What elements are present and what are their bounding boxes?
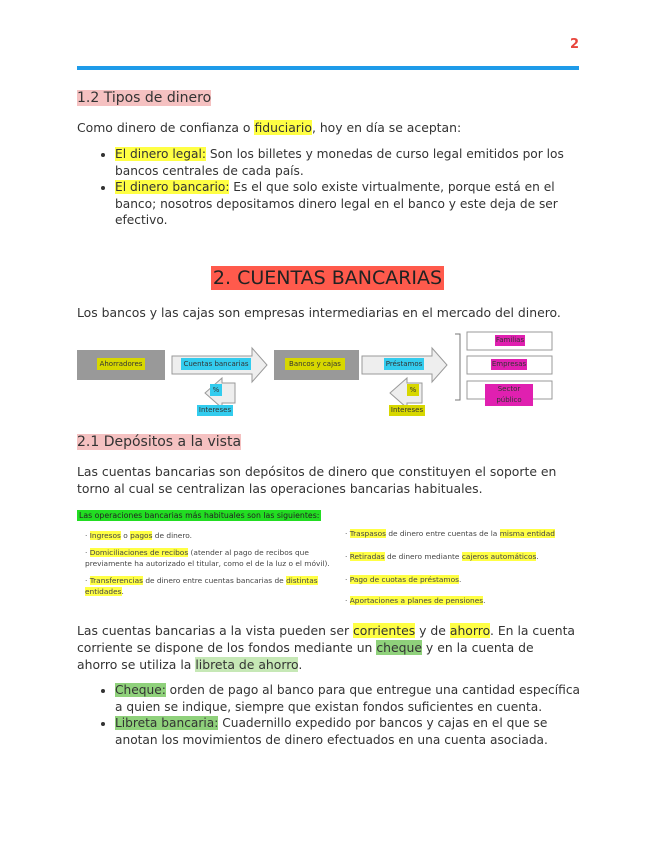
heading-2: [0, 267, 655, 289]
sector-label: Sector público: [485, 384, 533, 406]
prestamos-label: Préstamos: [385, 360, 423, 368]
op-item: · Transferencias de dinero entre cuentas bancarias de distintas entidades.: [85, 576, 318, 596]
pct-right: %: [407, 384, 419, 396]
op-item: · Domiciliaciones de recibos (atender al pago de recibos que previamente ha autorizado el titular, como el de la luz o el móvil).: [85, 548, 330, 568]
desc: Es el que solo existe virtualmente, porque está en el banco; nosotros depositamos dinero legal en el banco y este deja de ser efectivo.: [115, 180, 558, 227]
fiduciario-highlight: fiduciario: [254, 120, 312, 135]
op-item: · Aportaciones a planes de pensiones.: [345, 596, 486, 605]
op-term: Pago de cuotas de préstamos: [349, 575, 459, 584]
op-term: distintas entidades: [85, 576, 318, 596]
term: El dinero bancario:: [115, 180, 230, 194]
depositos-intro: Las cuentas bancarias son depósitos de dinero que constituyen el soporte en torno al cual se centralizan las operaciones bancarias habituales.: [77, 464, 557, 496]
op-term: Domiciliaciones de recibos: [89, 548, 189, 557]
op-term: Traspasos: [349, 529, 386, 538]
op-item: · Ingresos o pagos de dinero.: [85, 531, 192, 540]
ahorradores-label: Ahorradores: [97, 358, 145, 370]
op-text: .: [483, 596, 486, 605]
term: Cheque:: [115, 683, 166, 697]
op-item: · Retiradas de dinero mediante cajeros automáticos.: [345, 552, 539, 561]
text: .: [298, 657, 303, 672]
text: Las cuentas bancarias a la vista pueden ser: [77, 623, 353, 638]
list-item: [115, 715, 585, 748]
op-term: Ingresos: [89, 531, 121, 540]
ops-right-column: [345, 528, 565, 606]
op-text: (atender al pago de recibos que previamente ha autorizado el titular, como el de la luz o el móvil).: [85, 548, 330, 568]
op-term: Retiradas: [349, 552, 385, 561]
heading-1-2: [77, 90, 211, 106]
op-term: misma entidad: [499, 529, 555, 538]
text: Como dinero de confianza o: [77, 120, 255, 135]
money-flow-diagram: [77, 326, 557, 418]
operations-box: [77, 508, 564, 608]
corrientes-highlight: corrientes: [352, 623, 416, 638]
intereses-right: Intereses: [390, 406, 424, 414]
list-item: [115, 146, 585, 179]
op-term: Aportaciones a planes de pensiones: [349, 596, 484, 605]
ahorro-highlight: ahorro: [449, 623, 490, 638]
op-term: pagos: [130, 531, 153, 540]
empresas-label: Empresas: [491, 360, 527, 368]
vista-paragraph: [77, 622, 577, 673]
ops-left-column: [85, 530, 340, 597]
op-text: de dinero entre cuentas bancarias de: [142, 576, 287, 585]
heading-text: 1.2 Tipos de dinero: [77, 90, 212, 106]
ops-title: Las operaciones bancarias más habituales son las siguientes:: [79, 511, 320, 520]
op-item: · Pago de cuotas de préstamos.: [345, 575, 462, 584]
text: y en la cuenta de ahorro se utiliza la: [77, 640, 534, 672]
header-rule: [77, 66, 579, 70]
tipos-intro: [77, 119, 577, 136]
op-text: .: [536, 552, 539, 561]
cuentas-label: Cuentas bancarias: [181, 358, 251, 370]
libreta-highlight: libreta de ahorro: [195, 657, 299, 672]
list-item: [115, 179, 585, 229]
heading-text: 2.1 Depósitos a la vista: [77, 434, 242, 450]
text: y de: [415, 623, 450, 638]
op-text: .: [121, 587, 124, 596]
text: . En la cuenta corriente se dispone de los fondos mediante un: [77, 623, 576, 655]
op-text: de dinero.: [152, 531, 192, 540]
familias-label: Familias: [495, 336, 525, 344]
vista-list: [77, 682, 585, 748]
list-item: [115, 682, 585, 715]
desc: Son los billetes y monedas de curso legal emitidos por los bancos centrales de cada país.: [115, 147, 564, 178]
heading-2-1: [77, 434, 241, 450]
page-number: 2: [569, 37, 579, 52]
op-text: o: [120, 531, 131, 540]
term: El dinero legal:: [115, 147, 206, 161]
op-item: · Traspasos de dinero entre cuentas de la misma entidad: [345, 529, 555, 538]
intereses-left: Intereses: [198, 406, 232, 414]
heading-text: 2. CUENTAS BANCARIAS: [212, 267, 443, 289]
desc: orden de pago al banco para que entregue una cantidad específica a quien se indique, siempre que existan fondos suficientes en cuenta.: [115, 683, 580, 714]
pct-left: %: [210, 384, 222, 396]
op-text: .: [458, 575, 462, 584]
tipos-list: [77, 146, 585, 229]
op-text: de dinero mediante: [384, 552, 462, 561]
op-term: cajeros automáticos: [461, 552, 537, 561]
op-text: de dinero entre cuentas de la: [386, 529, 500, 538]
bancos-label: Bancos y cajas: [285, 358, 345, 370]
cheque-highlight: cheque: [376, 640, 422, 655]
desc: Cuadernillo expedido por bancos y cajas en el que se anotan los movimientos de dinero efectuados en una cuenta asociada.: [115, 716, 548, 747]
term: Libreta bancaria:: [115, 716, 219, 730]
bracket: [455, 334, 460, 400]
cuentas-intro: Los bancos y las cajas son empresas intermediarias en el mercado del dinero.: [77, 305, 561, 320]
op-term: Transferencias: [89, 576, 143, 585]
text: , hoy en día se aceptan:: [311, 120, 462, 135]
